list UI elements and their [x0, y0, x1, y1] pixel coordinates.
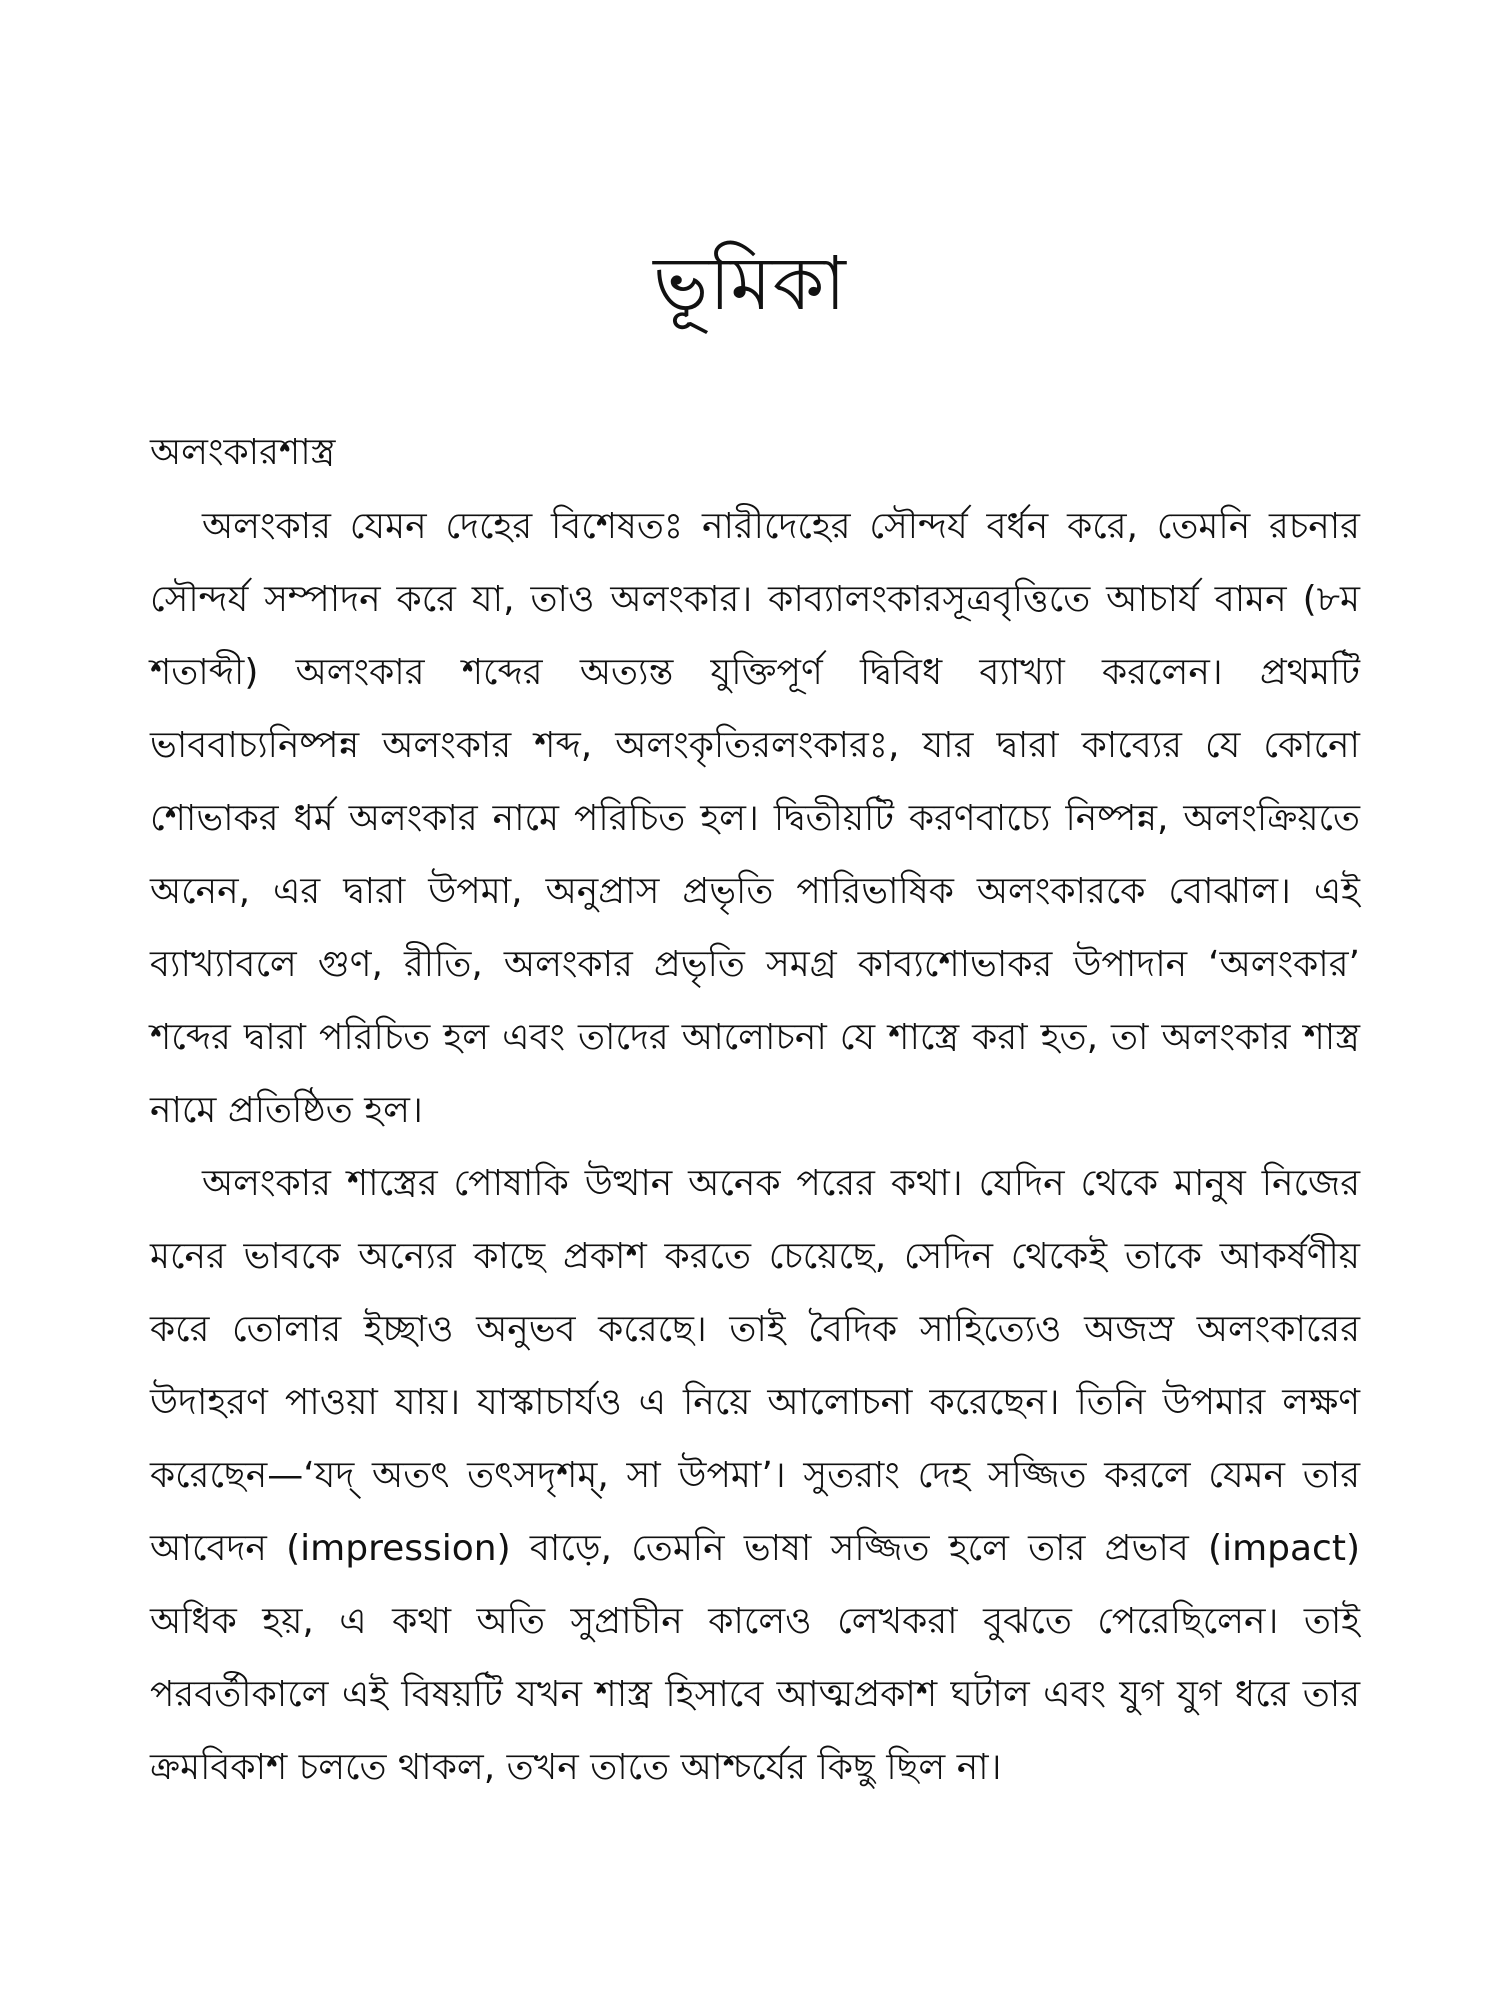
- paragraph-1: অলংকার যেমন দেহের বিশেষতঃ নারীদেহের সৌন্দর্য বর্ধন করে, তেমনি রচনার সৌন্দর্য সম্পাদন করে যা, তাও অলংকার। কাব্যালংকারসূত্রবৃত্তিতে আচার্য বামন (৮ম শতাব্দী) অলংকার শব্দের অত্যন্ত যুক্তিপূর্ণ দ্বিবিধ ব্যাখ্যা করলেন। প্রথমটি ভাববাচ্যনিষ্পন্ন অলংকার শব্দ, অলংকৃতিরলংকারঃ, যার দ্বারা কাব্যের যে কোনো শোভাকর ধর্ম অলংকার নামে পরিচিত হল। দ্বিতীয়টি করণবাচ্যে নিষ্পন্ন, অলংক্রিয়তে অনেন, এর দ্বারা উপমা, অনুপ্রাস প্রভৃতি পারিভাষিক অলংকারকে বোঝাল। এই ব্যাখ্যাবলে গুণ, রীতি, অলংকার প্রভৃতি সমগ্র কাব্যশোভাকর উপাদান ‘অলংকার’ শব্দের দ্বারা পরিচিত হল এবং তাদের আলোচনা যে শাস্ত্রে করা হত, তা অলংকার শাস্ত্র নামে প্রতিষ্ঠিত হল।: [150, 506, 1360, 1131]
- page-title: ভূমিকা: [653, 241, 847, 327]
- paragraph-2: অলংকার শাস্ত্রের পোষাকি উত্থান অনেক পরের কথা। যেদিন থেকে মানুষ নিজের মনের ভাবকে অন্যের কাছে প্রকাশ করতে চেয়েছে, সেদিন থেকেই তাকে আকর্ষণীয় করে তোলার ইচ্ছাও অনুভব করেছে। তাই বৈদিক সাহিত্যেও অজস্র অলংকারের উদাহরণ পাওয়া যায়। যাস্কাচার্যও এ নিয়ে আলোচনা করেছেন। তিনি উপমার লক্ষণ করেছেন—‘যদ্ অতৎ তৎসদৃশম্, সা উপমা’। সুতরাং দেহ সজ্জিত করলে যেমন তার আবেদন (impression) বাড়ে, তেমনি ভাষা সজ্জিত হলে তার প্রভাব (impact) অধিক হয়, এ কথা অতি সুপ্রাচীন কালেও লেখকরা বুঝতে পেরেছিলেন। তাই পরবর্তীকালে এই বিষয়টি যখন শাস্ত্র হিসাবে আত্মপ্রকাশ ঘটাল এবং যুগ যুগ ধরে তার ক্রমবিকাশ চলতে থাকল, তখন তাতে আশ্চর্যের কিছু ছিল না।: [150, 1163, 1360, 1788]
- body-text: [150, 490, 1360, 1804]
- section-heading: অলংকারশাস্ত্র: [150, 432, 336, 473]
